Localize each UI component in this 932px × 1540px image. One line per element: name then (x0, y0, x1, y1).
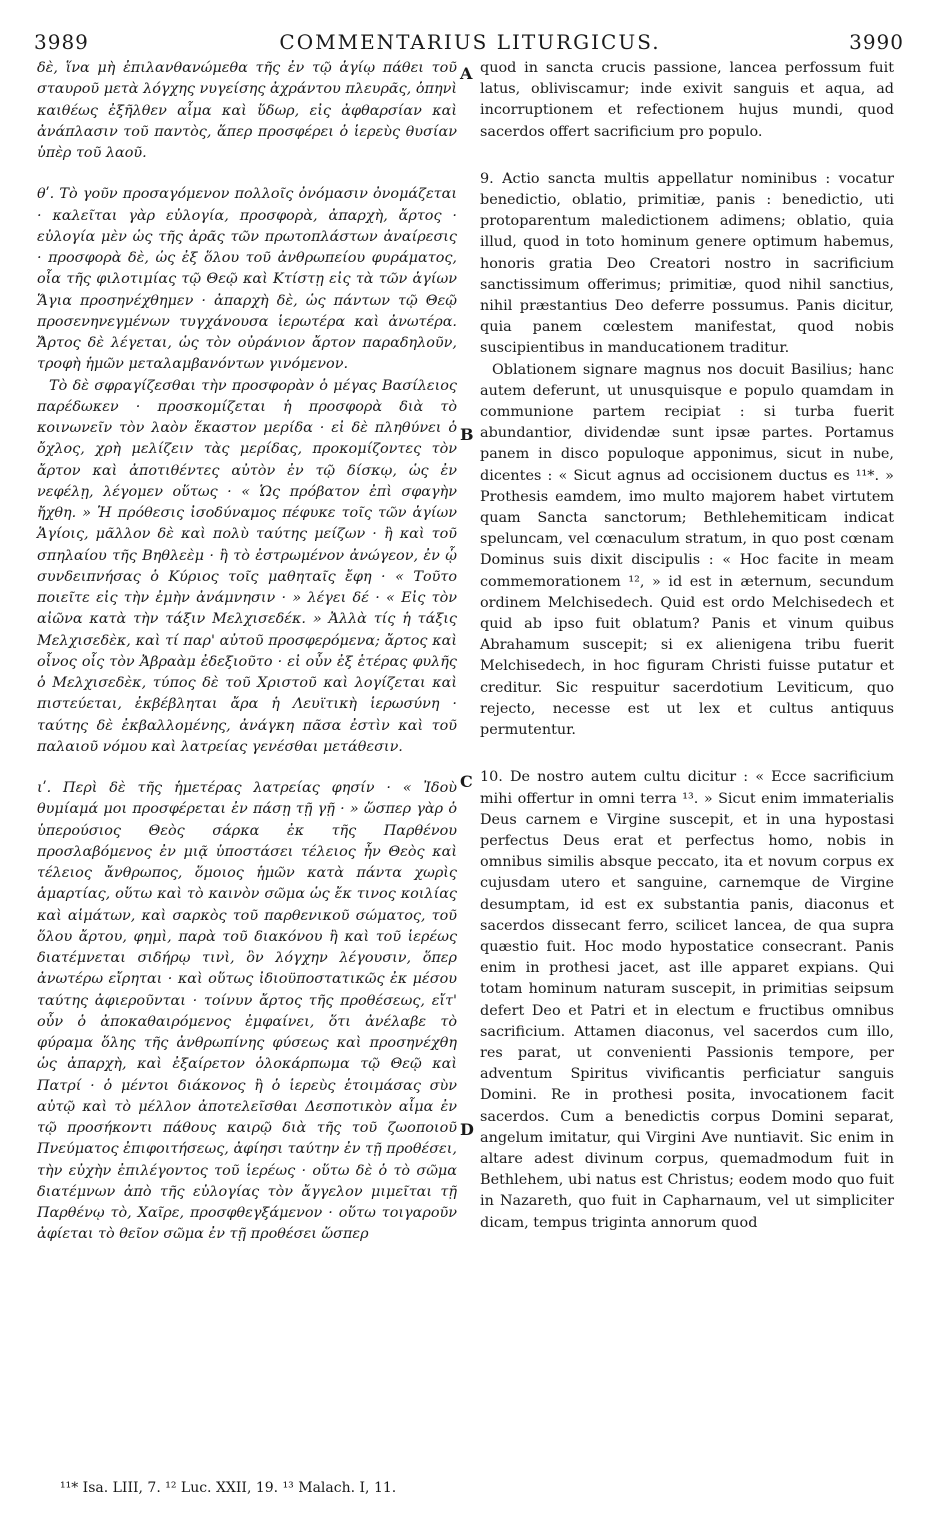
section-marker-d: D (460, 1120, 474, 1139)
greek-paragraph: Τὸ δὲ σφραγίζεσθαι τὴν προσφορὰν ὁ μέγας Βασίλειος παρέδωκεν · προσκομίζεται ἡ προσφορὰ διὰ τὸ κοινωνεῖν τὸν λαὸν ἕκαστον μερίδα · εἰ δὲ πληθύνει ὁ ὄχλος, χρὴ μελίζειν τὰς μερίδας, προκομίζοντες τὸν ἄρτον καὶ ἀποτιθέντες αὐτὸν ἐν τῷ δίσκῳ, ὡς ἐν νεφέλῃ, λέγομεν οὕτως · « Ὡς πρόβατον ἐπὶ σφαγὴν ἤχθη. » Ἡ πρόθεσις ἰσοδύναμος πέφυκε τοῖς τῶν ἁγίων Ἁγίοις, μᾶλλον δὲ καὶ πολὺ ταύτης μείζων · ἢ καὶ τοῦ σπηλαίου τῆς Βηθλεὲμ · ἢ τὸ ἐστρωμένον ἀνώγεον, ἐν ᾧ συνδειπνήσας ὁ Κύριος τοῖς μαθηταῖς ἔφη · « Τοῦτο ποιεῖτε εἰς τὴν ἐμὴν ἀνάμνησιν · » λέγει δέ · « Εἰς τὸν αἰῶνα κατὰ τὴν τάξιν Μελχισεδέκ. » Ἀλλὰ τίς ἡ τάξις Μελχισεδὲκ, καὶ τί παρ' αὐτοῦ προσφερόμενα; ἄρτος καὶ οἶνος οἷς τὸν Ἀβραὰμ ἐδεξιοῦτο · εἰ οὖν ἐξ ἑτέρας φυλῆς ὁ Μελχισεδὲκ, τύπος δὲ τοῦ Χριστοῦ καὶ λογίζεται καὶ πιστεύεται, ἐκβέβληται ἄρα ἡ Λευϊτικὴ ἱερωσύνη · ταύτης δὲ ἐκβαλλομένης, ἀνάγκη πᾶσα ἐστὶν καὶ τοῦ παλαιοῦ νόμου καὶ λατρείας γενέσθαι μετάθεσιν. (37, 377, 457, 755)
left-page-number: 3989 (34, 30, 89, 54)
footnotes: ¹¹* Isa. LIII, 7. ¹² Luc. XXII, 19. ¹³ Malach. I, 11. (60, 1480, 397, 1496)
latin-paragraph: Oblationem signare magnus nos docuit Basilius; hanc autem deferunt, ut unusquisque e populo quamdam in communione partem recipiat : si turba fuerit abundantior, dividendæ sunt ipsæ partes. Portamus panem in disco populoque apponimus, sicut in nube, dicentes : « Sicut agnus ad occisionem ductus es ¹¹*. » Prothesis eamdem, imo multo majorem habet virtutem quam Sancta sanctorum; Bethlehemiticam indicat speluncam, vel cœnaculum stratum, in quo post cœnam Dominus suis dixit discipulis : « Hoc facite in meam commemorationem ¹², » id est in æternum, secundum ordinem Melchisedech. Quid est ordo Melchisedech et quid ab ipso fuit oblatum? Panis et vinum quibus Abrahamum suscepit; si ex alienigena tribu fuerit Melchisedech, in hoc figuram Christi fuisse putatur et creditur. Sic respuitur sacerdotium Leviticum, quo rejecto, necesse est ut lex et cultus antiquus permutentur. (480, 361, 894, 739)
latin-column (480, 58, 894, 1234)
section-marker-c: C (460, 772, 473, 791)
greek-paragraph: θʹ. Τὸ γοῦν προσαγόμενον πολλοῖς ὀνόμασιν ὀνομάζεται · καλεῖται γὰρ εὐλογία, προσφορὰ, ἀπαρχὴ, ἄρτος · εὐλογία μὲν ὡς τῆς ἀρᾶς τῶν πρωτοπλάστων ἀναίρεσις · προσφορὰ δὲ, ὡς ἐξ ὅλου τοῦ ἀνθρωπείου φυράματος, οἷα τῆς φιλοτιμίας τῷ Θεῷ καὶ Κτίστῃ εἰς τὰ τῶν ἁγίων Ἅγια προσηνέχθημεν · ἀπαρχὴ δὲ, ὡς πάντων τῷ Θεῷ προσενηνεγμένων τυγχάνουσα ἱερωτέρα καὶ ἀνωτέρα. Ἄρτος δὲ λέγεται, ὡς τὸν οὐράνιον ἄρτον παραδηλοῦν, τροφὴ ἡμῶν μεταλαμβανόντων γινόμενον. (37, 186, 457, 373)
latin-paragraph: 9. Actio sancta multis appellatur nominibus : vocatur benedictio, oblatio, primitiæ, panis : benedictio, uti protoparentum maledictionem adimens; oblatio, quia illud, quod in toto hominum genere optimum habemus, honoris gratia Deo Creatori nostro in sacrificium sanctissimum offerimus; primitiæ, quod nihil sanctius, nihil præstantius Deo deferre possumus. Panis dicitur, quia panem cœlestem manifestat, quod nobis suscipientibus in manducationem traditur. (480, 170, 894, 357)
right-page-number: 3990 (849, 30, 904, 54)
section-marker-a: A (460, 64, 473, 83)
page-header (30, 30, 910, 60)
section-marker-b: B (460, 425, 474, 444)
latin-paragraph: 10. De nostro autem cultu dicitur : « Ecce sacrificium mihi offertur in omni terra ¹³. » Sicut enim immaterialis Deus carnem e Virgine suscepit, et in una hypostasi perfectus Deus erat et perfectus homo, nobis in omnibus similis absque peccato, ita et novum corpus ex cujusdam utero et sanguine, carnemque de Virgine desumptam, id est ex substantia panis, diaconus et sacerdos dissecant ferro, scilicet lancea, de qua supra quæstio fuit. Hoc modo hypostatice consecrant. Panis enim in prothesi jacet, ast ille apparet expians. Qui totam hominum naturam suscepit, in primitias seipsum defert Deo et Patri et in electum e fructibus omnibus sacrificium. Attamen diaconus, vel sacerdos cum illo, res parat, ut convenienti Passionis tempore, per adventum Spiritus vivificantis perficiatur sanguis Domini. Re in prothesi posita, invocationem facit sacerdos. Cum a benedictis corpus Domini separat, angelum imitatur, qui Virgini Ave nuntiavit. Sic enim in altare adest divinum corpus, quemadmodum fuit in Bethlehem, ubi natus est Christus; eodem modo quo fuit in Nazareth, quo fuit in Capharnaum, vel ut simpliciter dicam, tempus triginta annorum quod (480, 769, 894, 1231)
greek-column (37, 58, 457, 1246)
greek-paragraph: δὲ, ἵνα μὴ ἐπιλανθανώμεθα τῆς ἐν τῷ ἁγίῳ πάθει τοῦ σταυροῦ μετὰ λόγχης νυγείσης ἀχράντου πλευρᾶς, ὁπηνὶ καιθέως ἐξῆλθεν αἷμα καὶ ὕδωρ, εἰς ἀφθαρσίαν καὶ ἀνάπλασιν τοῦ παντὸς, ἅπερ προσφέρει ὁ ἱερεὺς θυσίαν ὑπὲρ τοῦ λαοῦ. (37, 60, 457, 161)
latin-paragraph: quod in sancta crucis passione, lancea perfossum fuit latus, obliviscamur; inde exivit sanguis et aqua, ad incorruptionem et refectionem hujus mundi, quod sacerdos offert sacrificium pro populo. (480, 60, 894, 140)
running-title: COMMENTARIUS LITURGICUS. (279, 30, 661, 54)
greek-paragraph: ιʹ. Περὶ δὲ τῆς ἡμετέρας λατρείας φησίν · « Ἰδοὺ θυμίαμά μοι προσφέρεται ἐν πάσῃ τῇ γῇ · » ὥσπερ γὰρ ὁ ὑπερούσιος Θεὸς σάρκα ἐκ τῆς Παρθένου προσλαβόμενος ἐν μιᾷ ὑποστάσει τέλειος ἦν Θεὸς καὶ τέλειος ἄνθρωπος, ὅμοιος ἡμῶν κατὰ πάντα χωρὶς ἁμαρτίας, οὕτω καὶ τὸ καινὸν σῶμα ὡς ἔκ τινος κοιλίας καὶ αἱμάτων, καὶ σαρκὸς τοῦ παρθενικοῦ σώματος, τοῦ ὅλου ἄρτου, φημὶ, παρὰ τοῦ διακόνου ἢ καὶ τοῦ ἱερέως διατέμνεται σιδήρῳ τινὶ, ὃν λόγχην λέγουσιν, ὅπερ ἀνωτέρω εἴρηται · καὶ οὕτως ἰδιοϋποστατικῶς ἐκ μέσου ταύτης ἀφιεροῦνται · τοίνυν ἄρτος τῆς προθέσεως, εἴτ' οὖν ὁ ἀποκαθαιρόμενος ἐμφαίνει, ὅτι ἀνέλαβε τὸ φύραμα ὅλης τῆς ἀνθρωπίνης φύσεως καὶ προσηνέχθη ὡς ἀπαρχὴ, καὶ ἐξαίρετον ὁλοκάρπωμα τῷ Θεῷ καὶ Πατρί · ὁ μέντοι διάκονος ἢ ὁ ἱερεὺς ἑτοιμάσας σὺν αὐτῷ καὶ τὸ μέλλον ἀποτελεῖσθαι Δεσποτικὸν αἷμα ἐν τῷ προσήκοντι πάθους καιρῷ διὰ τῆς τοῦ ζωοποιοῦ Πνεύματος ἐπιφοιτήσεως, ἀφίησι ταύτην ἐν τῇ προθέσει, τὴν εὐχὴν ἐπιλέγοντος τοῦ ἱερέως · οὕτω δὲ ὁ τὸ σῶμα διατέμνων ἀπὸ τῆς εὐλογίας τὸν ἄγγελον μιμεῖται τῇ Παρθένῳ τὸ, Χαῖρε, προσφθεγξάμενον · οὕτω τοιγαροῦν ἀφίεται τὸ θεῖον σῶμα ἐν τῇ προθέσει ὥσπερ (37, 780, 457, 1243)
